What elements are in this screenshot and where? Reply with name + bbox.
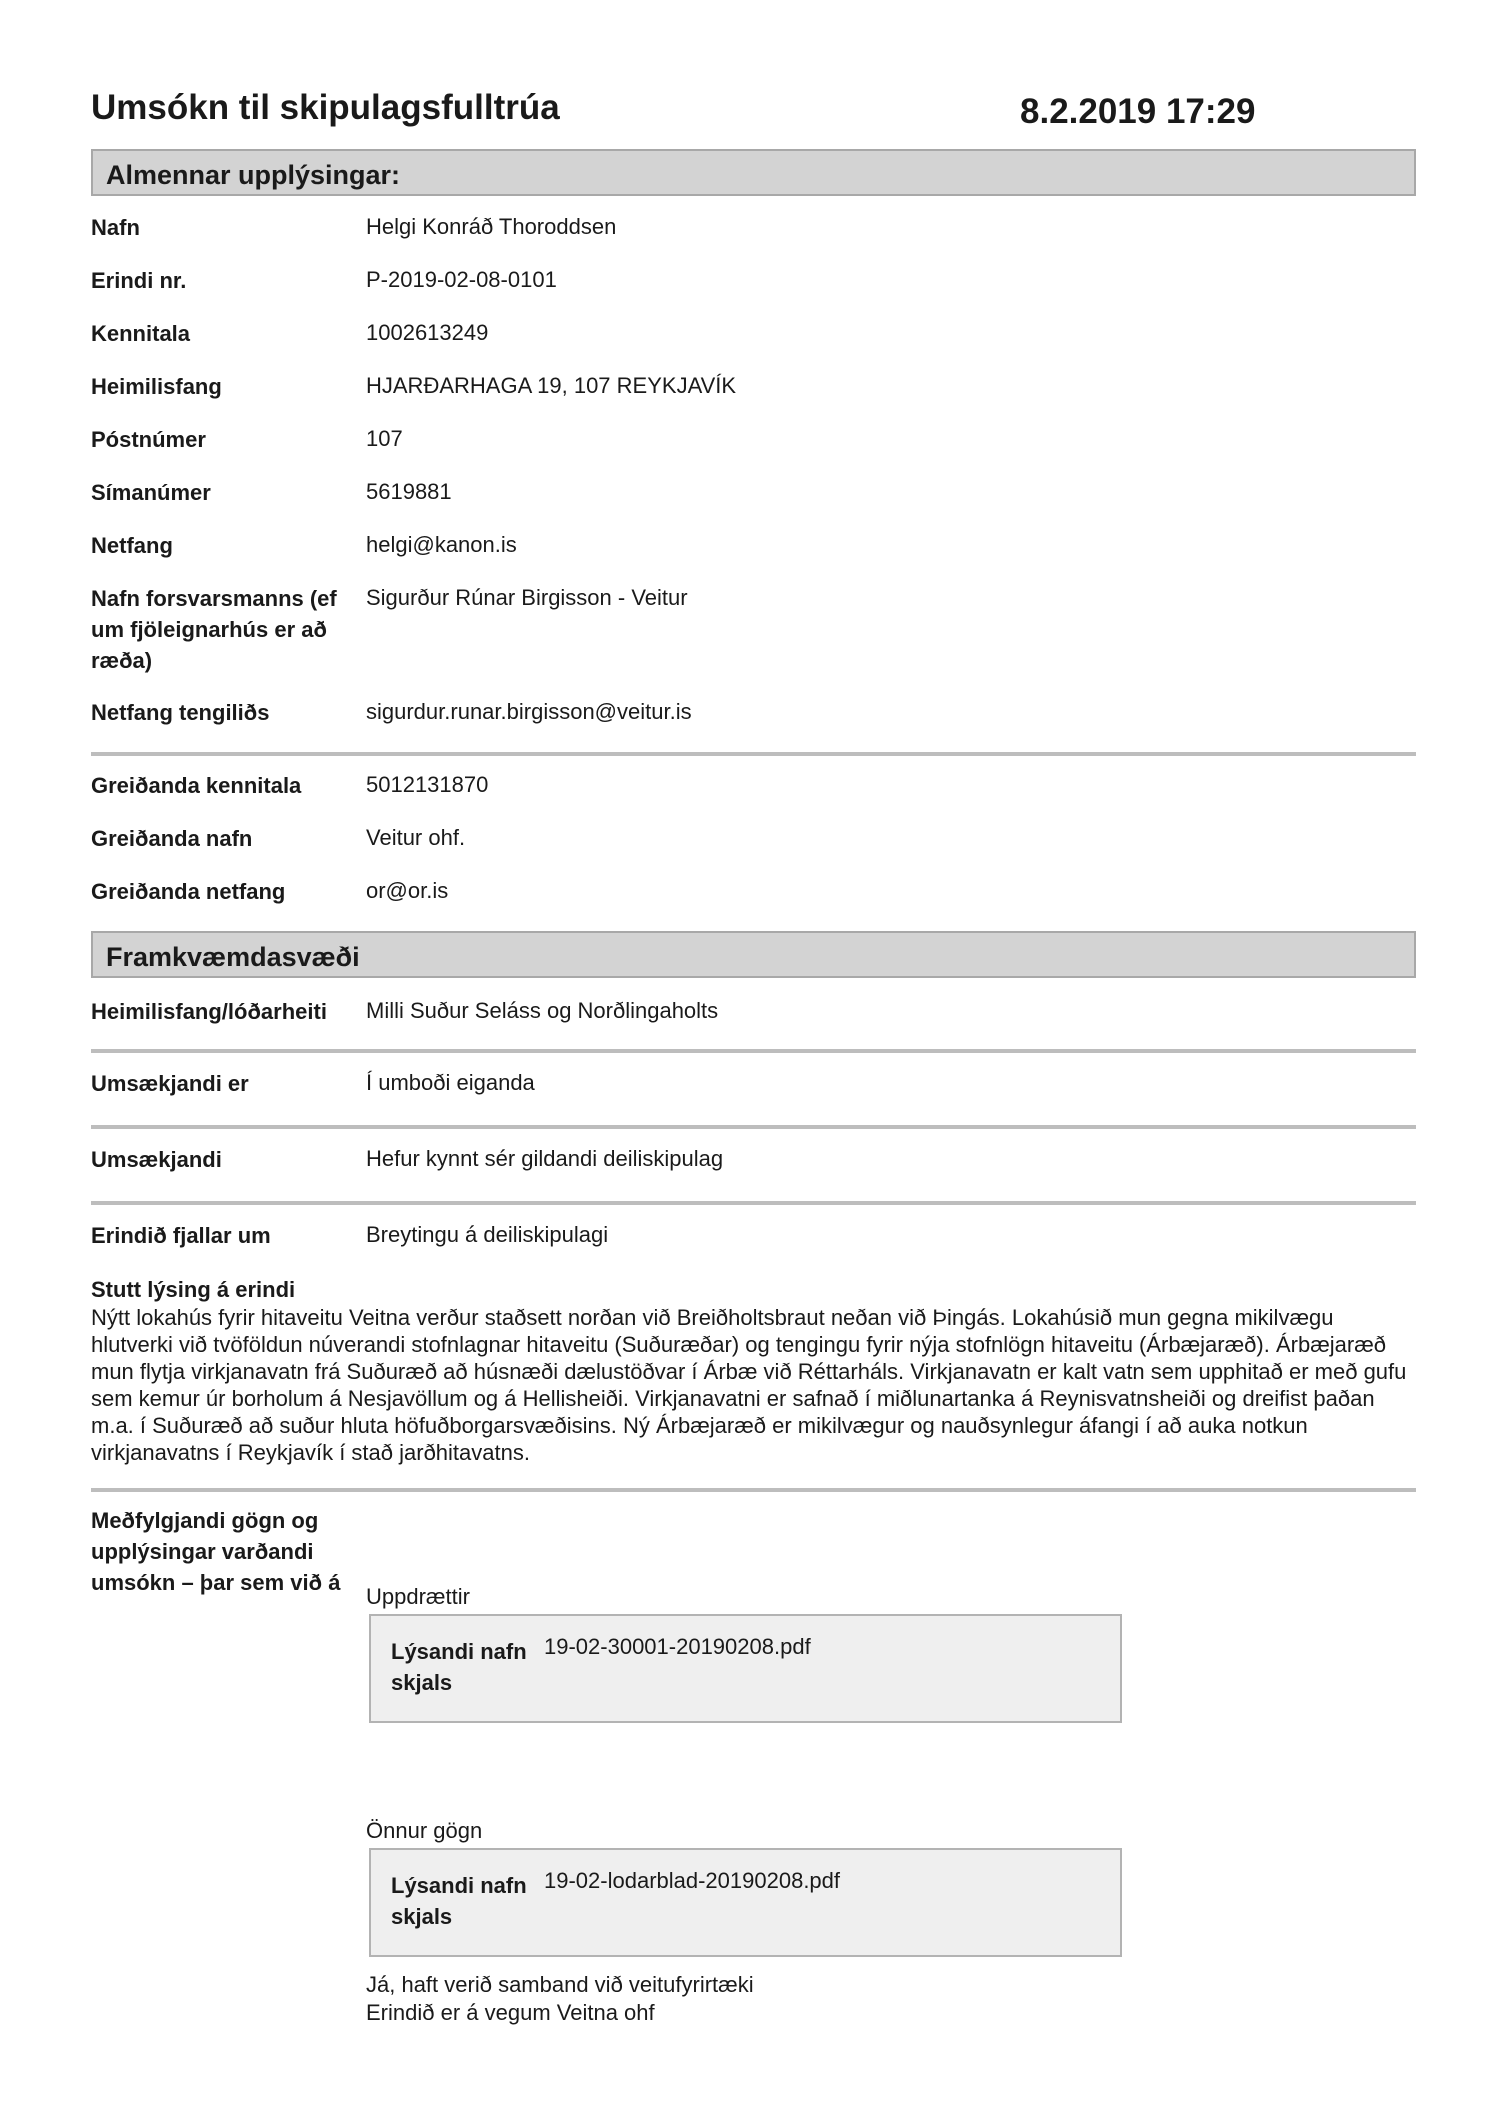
attachment-group-title: Önnur gögn <box>366 1818 483 1843</box>
attachment-box <box>369 1848 1122 1957</box>
field-label-representative: Nafn forsvarsmanns (ef um fjöleignarhús er að ræða) <box>91 586 337 673</box>
field-value-name: Helgi Konráð Thoroddsen <box>366 214 617 239</box>
submission-datetime: 8.2.2019 17:29 <box>1020 92 1256 131</box>
attachment-box <box>369 1614 1122 1723</box>
attachment-file-link[interactable]: 19-02-lodarblad-20190208.pdf <box>544 1868 841 1893</box>
section-heading-area: Framkvæmdasvæði <box>91 931 1416 978</box>
field-value-payer-name: Veitur ohf. <box>366 825 466 850</box>
field-label-applicant-is: Umsækjandi er <box>91 1071 249 1096</box>
section-heading-general: Almennar upplýsingar: <box>91 149 1416 196</box>
attachments-label: Meðfylgjandi gögn og upplýsingar varðandi umsókn – þar sem við á <box>91 1508 341 1595</box>
note-utility-contact: Já, haft verið samband við veitufyrirtæki <box>366 1972 754 1997</box>
field-value-subject: Breytingu á deiliskipulagi <box>366 1222 609 1247</box>
field-label-email: Netfang <box>91 533 173 558</box>
field-value-payer-email: or@or.is <box>366 878 449 903</box>
attachment-file-link[interactable]: 19-02-30001-20190208.pdf <box>544 1634 811 1659</box>
field-value-applicant: Hefur kynnt sér gildandi deiliskipulag <box>366 1146 724 1171</box>
field-value-lot: Milli Suður Seláss og Norðlingaholts <box>366 998 719 1023</box>
field-value-applicant-is: Í umboði eiganda <box>366 1070 535 1095</box>
attachment-field-label: Lýsandi nafn skjals <box>391 1639 527 1695</box>
field-value-payer-id: 5012131870 <box>366 772 489 797</box>
attachment-field-label: Lýsandi nafn skjals <box>391 1873 527 1929</box>
note-on-behalf: Erindið er á vegum Veitna ohf <box>366 2000 655 2025</box>
divider <box>91 752 1416 756</box>
field-label-id-number: Kennitala <box>91 321 191 346</box>
field-label-payer-name: Greiðanda nafn <box>91 826 253 851</box>
field-label-payer-email: Greiðanda netfang <box>91 879 286 904</box>
page-title: Umsókn til skipulagsfulltrúa <box>91 88 560 127</box>
field-label-case-number: Erindi nr. <box>91 268 187 293</box>
divider <box>91 1488 1416 1492</box>
field-label-name: Nafn <box>91 215 140 240</box>
description-title: Stutt lýsing á erindi <box>91 1277 296 1302</box>
field-value-postcode: 107 <box>366 426 403 451</box>
field-label-lot: Heimilisfang/lóðarheiti <box>91 999 327 1024</box>
field-label-subject: Erindið fjallar um <box>91 1223 271 1248</box>
field-value-case-number: P-2019-02-08-0101 <box>366 267 557 292</box>
field-label-contact-email: Netfang tengiliðs <box>91 700 270 725</box>
field-value-phone: 5619881 <box>366 479 452 504</box>
field-label-payer-id: Greiðanda kennitala <box>91 773 302 798</box>
field-value-representative: Sigurður Rúnar Birgisson - Veitur <box>366 585 688 610</box>
divider <box>91 1201 1416 1205</box>
field-label-postcode: Póstnúmer <box>91 427 206 452</box>
field-label-address: Heimilisfang <box>91 374 222 399</box>
field-value-id-number: 1002613249 <box>366 320 489 345</box>
description-text: Nýtt lokahús fyrir hitaveitu Veitna verður staðsett norðan við Breiðholtsbraut neðan við Þingás. Lokahúsið mun gegna mikilvægu hlutverki við tvöföldun núverandi stofnlagnar hitaveitu (Suðuræðar) og tengingu fyrir nýja stofnlögn hitaveitu (Árbæjaræð). Árbæjaræð mun flytja virkjanavatn frá Suðuræð að húsnæði dælustöðvar í Árbæ við Réttarháls. Virkjanavatn er kalt vatn sem upphitað er með gufu sem kemur úr borholum á Nesjavöllum og á Hellisheiði. Virkjanavatni er safnað í miðlunartanka á Reynisvatnsheiði og dreifist þaðan m.a. í Suðuræð að suður hluta höfuðborgarsvæðisins. Ný Árbæjaræð er mikilvægur og nauðsynlegur áfangi í að auka notkun virkjanavatns í Reykjavík í stað jarðhitavatns. <box>91 1305 1407 1465</box>
field-label-applicant: Umsækjandi <box>91 1147 222 1172</box>
attachment-group-title: Uppdrættir <box>366 1584 470 1609</box>
field-label-phone: Símanúmer <box>91 480 211 505</box>
divider <box>91 1049 1416 1053</box>
divider <box>91 1125 1416 1129</box>
field-value-contact-email: sigurdur.runar.birgisson@veitur.is <box>366 699 692 724</box>
field-value-address: HJARÐARHAGA 19, 107 REYKJAVÍK <box>366 373 737 398</box>
field-value-email: helgi@kanon.is <box>366 532 517 557</box>
